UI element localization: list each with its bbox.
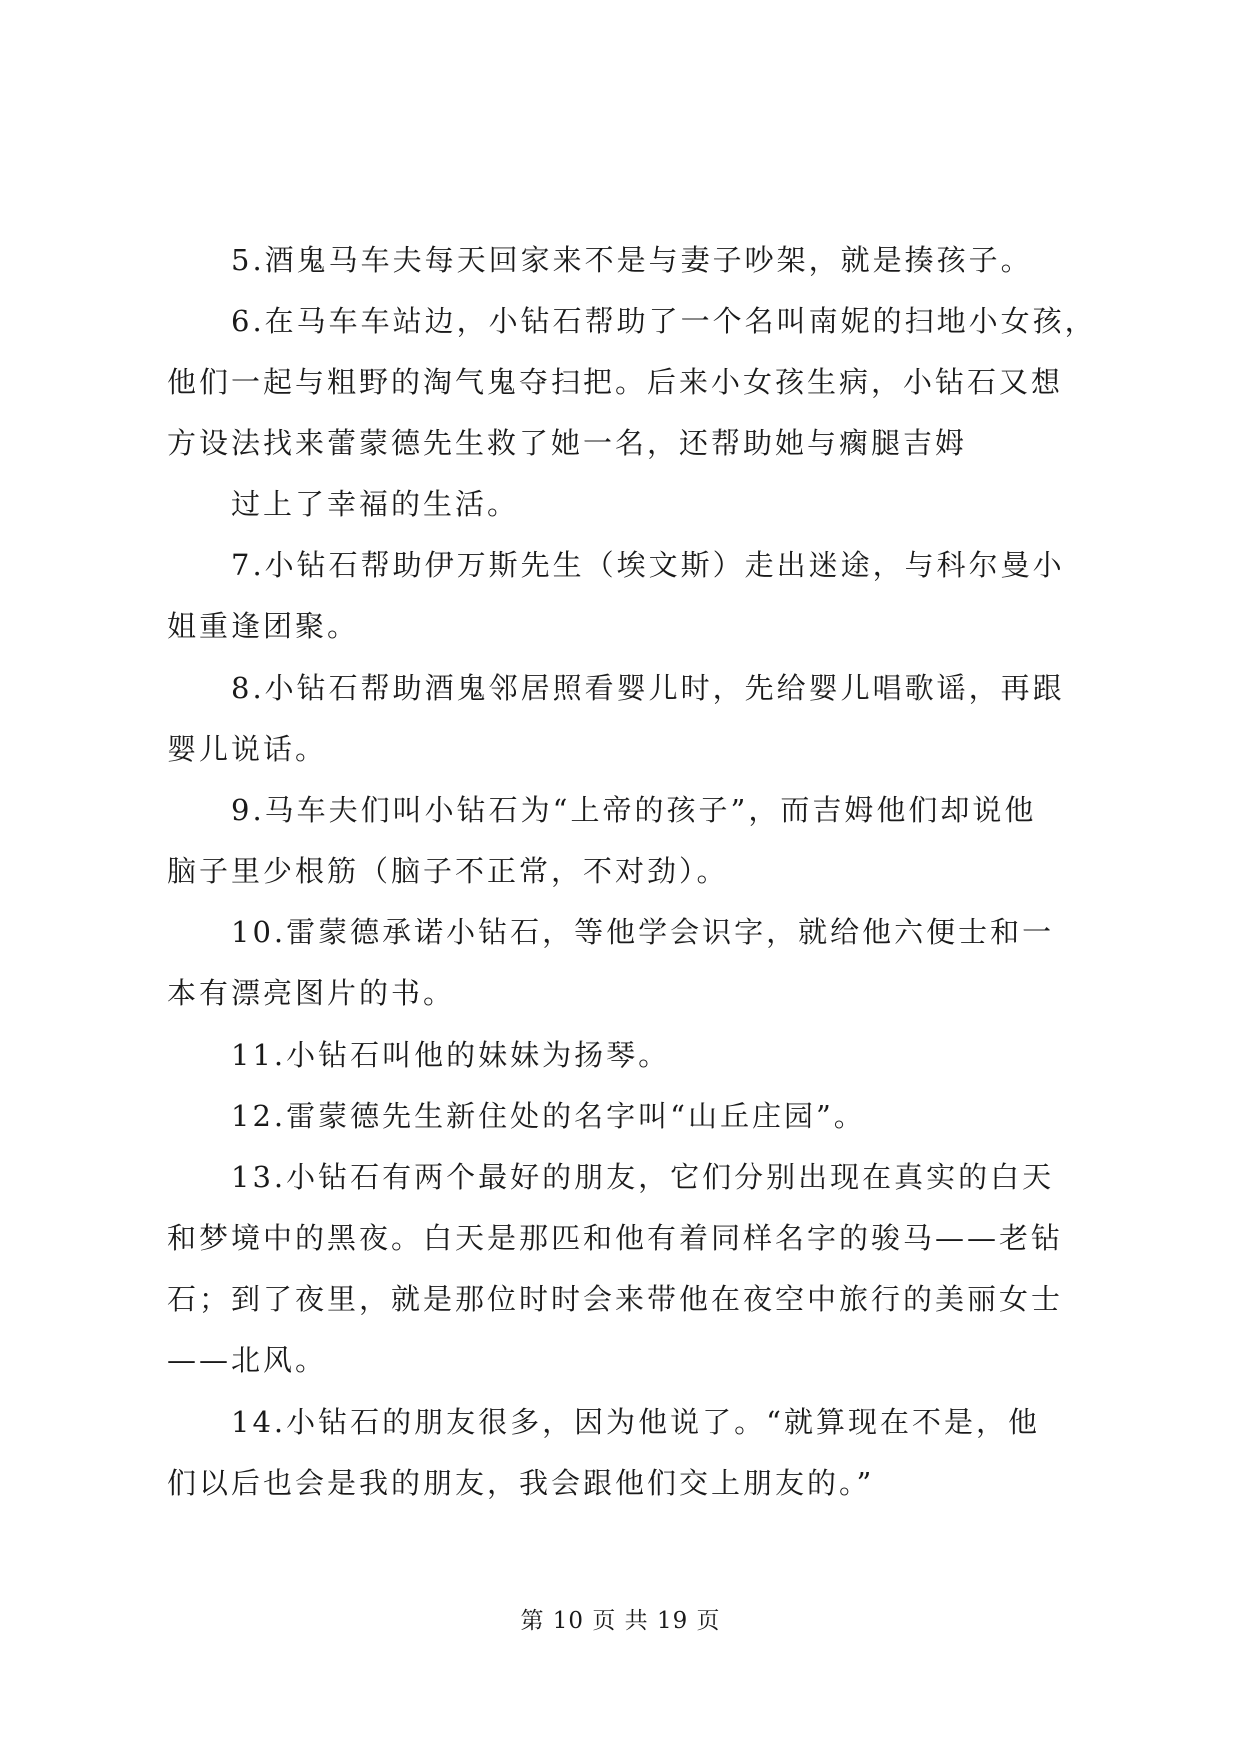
text-line: 5.酒鬼马车夫每天回家来不是与妻子吵架，就是揍孩子。 bbox=[231, 243, 1033, 277]
text-line: 14.小钻石的朋友很多，因为他说了。“就算现在不是，他 bbox=[231, 1405, 1040, 1439]
page-number-footer: 第 10 页 共 19 页 bbox=[520, 1608, 721, 1634]
text-line: 方设法找来蕾蒙德先生救了她一名，还帮助她与瘸腿吉姆 bbox=[167, 426, 968, 460]
text-line: 12.雷蒙德先生新住处的名字叫“山丘庄园”。 bbox=[231, 1099, 866, 1133]
text-line: 本有漂亮图片的书。 bbox=[167, 976, 456, 1010]
text-line: 和梦境中的黑夜。白天是那匹和他有着同样名字的骏马——老钻 bbox=[167, 1221, 1064, 1255]
text-line: ——北风。 bbox=[167, 1343, 328, 1377]
text-line: 过上了幸福的生活。 bbox=[231, 487, 520, 521]
text-line: 10.雷蒙德承诺小钻石，等他学会识字，就给他六便士和一 bbox=[231, 915, 1055, 949]
text-line: 8.小钻石帮助酒鬼邻居照看婴儿时，先给婴儿唱歌谣，再跟 bbox=[231, 671, 1065, 705]
text-line: 石；到了夜里，就是那位时时会来带他在夜空中旅行的美丽女士 bbox=[167, 1282, 1064, 1316]
text-line: 脑子里少根筋（脑子不正常，不对劲）。 bbox=[167, 854, 729, 888]
text-line: 他们一起与粗野的淘气鬼夺扫把。后来小女孩生病，小钻石又想 bbox=[167, 365, 1064, 399]
text-line: 9.马车夫们叫小钻石为“上帝的孩子”，而吉姆他们却说他 bbox=[231, 793, 1037, 827]
text-line: 11.小钻石叫他的妹妹为扬琴。 bbox=[231, 1038, 671, 1072]
text-line: 们以后也会是我的朋友，我会跟他们交上朋友的。” bbox=[167, 1466, 875, 1500]
text-line: 姐重逢团聚。 bbox=[167, 609, 360, 643]
text-line: 6.在马车车站边，小钻石帮助了一个名叫南妮的扫地小女孩， bbox=[231, 304, 1097, 338]
text-line: 13.小钻石有两个最好的朋友，它们分别出现在真实的白天 bbox=[231, 1160, 1055, 1194]
text-line: 婴儿说话。 bbox=[167, 732, 328, 766]
text-line: 7.小钻石帮助伊万斯先生（埃文斯）走出迷途，与科尔曼小 bbox=[231, 548, 1065, 582]
